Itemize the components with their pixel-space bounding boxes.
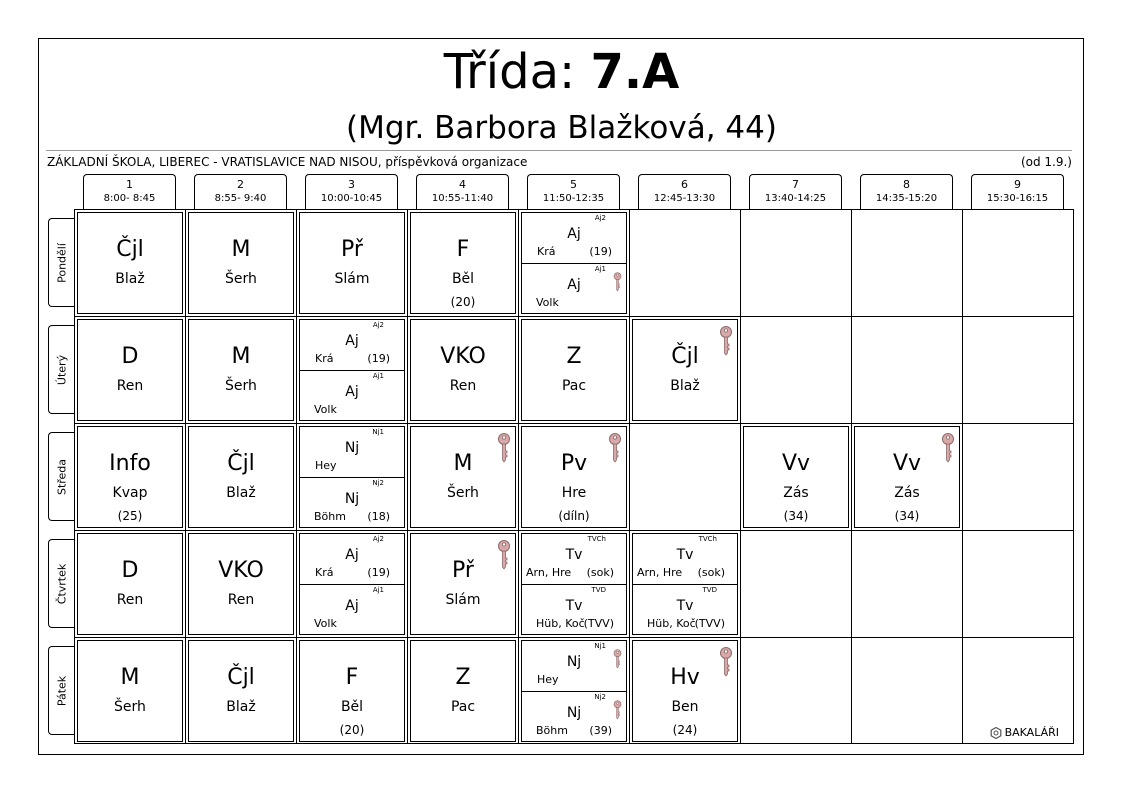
lesson-room: (díln): [558, 509, 590, 523]
lesson-card[interactable]: [77, 533, 183, 635]
day-header: [48, 646, 74, 735]
day-label: Pondělí: [55, 242, 68, 283]
timetable-cell: [962, 316, 1074, 423]
lesson-teacher: Ren: [227, 592, 255, 608]
lesson-subject: Aj: [345, 384, 359, 400]
lesson-group[interactable]: [300, 534, 404, 584]
key-icon: [613, 272, 622, 292]
period-time: 15:30-16:15: [986, 193, 1049, 204]
class-teacher: (Mgr. Barbora Blažková, 44): [346, 110, 777, 146]
group-label: Aj2: [372, 535, 384, 543]
split-lesson-card[interactable]: [521, 212, 627, 314]
period-header-5: [527, 174, 620, 209]
period-time: 8:00- 8:45: [103, 193, 156, 204]
key-icon: [497, 540, 511, 570]
lesson-subject: M: [231, 237, 251, 262]
split-lesson-card[interactable]: [299, 426, 405, 528]
timetable-cell: [851, 316, 962, 423]
lesson-subject: Nj: [344, 491, 360, 507]
key-icon: [719, 647, 733, 677]
lesson-teacher: Volk: [314, 617, 337, 630]
group-label: Aj1: [372, 586, 384, 594]
timetable-cell: [407, 316, 518, 423]
lesson-teacher: Šerh: [114, 699, 146, 715]
lesson-room: (TVV): [694, 617, 725, 630]
lesson-group[interactable]: [522, 213, 626, 263]
lesson-room: (34): [783, 509, 809, 523]
timetable-cell: [407, 637, 518, 744]
lesson-subject: D: [121, 344, 139, 369]
period-number: 5: [570, 178, 577, 191]
lesson-teacher: Šerh: [225, 378, 257, 394]
group-label: TVCh: [587, 535, 606, 543]
period-number: 4: [459, 178, 466, 191]
timetable-cell: [962, 209, 1074, 316]
timetable-cell: [74, 637, 185, 744]
lesson-subject: Čjl: [227, 665, 255, 690]
lesson-teacher: Arn, Hre: [637, 566, 683, 579]
day-header: [48, 539, 74, 628]
lesson-group[interactable]: [300, 320, 404, 370]
group-label: Aj1: [372, 372, 384, 380]
lesson-subject: VKO: [218, 558, 264, 583]
page-title: [0, 42, 1123, 102]
timetable-cell: [185, 209, 296, 316]
lesson-card[interactable]: [77, 212, 183, 314]
title-prefix: Třída:: [443, 44, 591, 100]
split-lesson-card[interactable]: [299, 533, 405, 635]
lesson-teacher: Blaž: [226, 699, 256, 715]
group-label: TVD: [591, 586, 606, 594]
timetable-cell: [518, 530, 629, 637]
period-time: 13:40-14:25: [764, 193, 827, 204]
lesson-room: (19): [367, 566, 390, 579]
timetable-grid: [74, 209, 1074, 744]
lesson-subject: Tv: [676, 598, 694, 614]
lesson-subject: Info: [109, 451, 151, 476]
lesson-subject: Vv: [781, 451, 811, 476]
lesson-teacher: Slám: [445, 592, 481, 608]
lesson-teacher: Ren: [449, 378, 477, 394]
timetable-cell: [74, 530, 185, 637]
lesson-room: (19): [367, 352, 390, 365]
timetable-cell: [296, 209, 407, 316]
lesson-card[interactable]: [188, 640, 294, 742]
bakalari-gear-icon: [990, 727, 1002, 739]
timetable-cell: [740, 637, 851, 744]
group-label: Nj1: [594, 642, 606, 650]
lesson-card[interactable]: [854, 426, 960, 528]
lesson-subject: Čjl: [671, 344, 699, 369]
lesson-teacher: Volk: [536, 296, 559, 309]
day-label: Čtvrtek: [55, 563, 68, 604]
lesson-teacher: Kvap: [112, 485, 148, 501]
lesson-teacher: Běl: [451, 271, 475, 287]
timetable-cell: [740, 530, 851, 637]
lesson-teacher: Krá: [537, 245, 556, 258]
group-label: Aj1: [594, 265, 606, 273]
bakalari-logo: [990, 726, 1059, 740]
lesson-teacher: Pac: [450, 699, 476, 715]
class-name: 7.A: [590, 44, 680, 100]
day-header: [48, 432, 74, 521]
lesson-subject: Aj: [345, 547, 359, 563]
lesson-teacher: Böhm: [536, 724, 568, 737]
lesson-subject: D: [121, 558, 139, 583]
lesson-card[interactable]: [632, 640, 738, 742]
lesson-subject: F: [345, 665, 359, 690]
timetable-cell: [185, 637, 296, 744]
lesson-teacher: Hüb, Koč: [536, 617, 585, 630]
timetable-cell: [296, 637, 407, 744]
group-label: Aj2: [594, 214, 606, 222]
timetable-cell: [518, 423, 629, 530]
lesson-teacher: Blaž: [226, 485, 256, 501]
period-number: 2: [237, 178, 244, 191]
lesson-group[interactable]: [522, 641, 626, 691]
lesson-subject: VKO: [440, 344, 486, 369]
lesson-card[interactable]: [410, 319, 516, 421]
period-header-1: [83, 174, 176, 209]
lesson-card[interactable]: [410, 533, 516, 635]
lesson-card[interactable]: [521, 319, 627, 421]
school-name: ZÁKLADNÍ ŠKOLA, LIBEREC - VRATISLAVICE NAD NISOU, příspěvková organizace: [47, 155, 528, 169]
period-header-3: [305, 174, 398, 209]
lesson-room: (20): [339, 723, 365, 737]
lesson-room: (18): [367, 510, 390, 523]
lesson-group[interactable]: [522, 534, 626, 584]
timetable-cell: [962, 530, 1074, 637]
lesson-subject: M: [231, 344, 251, 369]
lesson-subject: Nj: [566, 705, 582, 721]
period-time: 10:00-10:45: [320, 193, 383, 204]
period-number: 8: [903, 178, 910, 191]
timetable-cell: [185, 423, 296, 530]
period-time: 11:50-12:35: [542, 193, 605, 204]
lesson-teacher: Hey: [315, 459, 337, 472]
lesson-teacher: Hüb, Koč: [647, 617, 696, 630]
lesson-teacher: Hey: [537, 673, 559, 686]
lesson-card[interactable]: [299, 640, 405, 742]
lesson-teacher: Ren: [116, 378, 144, 394]
lesson-subject: Aj: [345, 333, 359, 349]
group-label: Nj2: [372, 479, 384, 487]
period-number: 7: [792, 178, 799, 191]
timetable-cell: [74, 209, 185, 316]
timetable-cell: [74, 423, 185, 530]
split-lesson-card[interactable]: [521, 640, 627, 742]
timetable-cell: [629, 637, 740, 744]
lesson-group[interactable]: [300, 477, 404, 527]
period-header-4: [416, 174, 509, 209]
lesson-card[interactable]: [521, 426, 627, 528]
lesson-room: (39): [589, 724, 612, 737]
lesson-teacher: Blaž: [115, 271, 145, 287]
lesson-teacher: Zás: [783, 485, 809, 501]
logo-text: BAKALÁŘI: [1004, 726, 1059, 739]
lesson-card[interactable]: [743, 426, 849, 528]
lesson-room: (sok): [586, 566, 614, 579]
lesson-subject: Hv: [670, 665, 700, 690]
lesson-subject: Nj: [566, 654, 582, 670]
timetable-cell: [296, 530, 407, 637]
lesson-subject: Z: [566, 344, 582, 369]
lesson-subject: Z: [455, 665, 471, 690]
lesson-teacher: Slám: [334, 271, 370, 287]
timetable-cell: [518, 316, 629, 423]
timetable-cell: [740, 316, 851, 423]
lesson-subject: F: [456, 237, 470, 262]
lesson-teacher: Böhm: [314, 510, 346, 523]
day-label: Úterý: [55, 354, 68, 385]
timetable-cell: [518, 209, 629, 316]
lesson-room: (24): [672, 723, 698, 737]
lesson-subject: Aj: [567, 277, 581, 293]
key-icon: [719, 326, 733, 356]
period-number: 1: [126, 178, 133, 191]
lesson-room: (TVV): [583, 617, 614, 630]
lesson-teacher: Volk: [314, 403, 337, 416]
day-label: Středa: [55, 458, 68, 495]
lesson-card[interactable]: [410, 640, 516, 742]
lesson-card[interactable]: [188, 319, 294, 421]
lesson-card[interactable]: [77, 426, 183, 528]
lesson-room: (34): [894, 509, 920, 523]
lesson-teacher: Blaž: [670, 378, 700, 394]
timetable-cell: [851, 423, 962, 530]
period-time: 14:35-15:20: [875, 193, 938, 204]
lesson-teacher: Zás: [894, 485, 920, 501]
timetable-cell: [407, 530, 518, 637]
lesson-teacher: Šerh: [225, 271, 257, 287]
timetable-cell: [962, 423, 1074, 530]
day-header: [48, 325, 74, 414]
timetable-cell: [518, 637, 629, 744]
lesson-subject: Aj: [567, 226, 581, 242]
lesson-card[interactable]: [410, 212, 516, 314]
lesson-subject: M: [453, 451, 473, 476]
key-icon: [608, 433, 622, 463]
lesson-group[interactable]: [300, 370, 404, 420]
lesson-card[interactable]: [77, 319, 183, 421]
timetable-cell: [629, 209, 740, 316]
period-header-7: [749, 174, 842, 209]
timetable-cell: [296, 316, 407, 423]
lesson-subject: Nj: [344, 440, 360, 456]
group-label: TVD: [702, 586, 717, 594]
group-label: Nj2: [594, 693, 606, 701]
valid-from: (od 1.9.): [1020, 155, 1072, 169]
split-lesson-card[interactable]: [299, 319, 405, 421]
lesson-subject: Čjl: [227, 451, 255, 476]
period-header-8: [860, 174, 953, 209]
group-label: TVCh: [698, 535, 717, 543]
timetable-cell: [740, 423, 851, 530]
lesson-teacher: Pac: [561, 378, 587, 394]
lesson-room: (19): [589, 245, 612, 258]
timetable-cell: [740, 209, 851, 316]
lesson-card[interactable]: [410, 426, 516, 528]
lesson-teacher: Ren: [116, 592, 144, 608]
lesson-teacher: Ben: [671, 699, 699, 715]
period-number: 3: [348, 178, 355, 191]
lesson-group[interactable]: [522, 691, 626, 741]
lesson-subject: Př: [452, 558, 474, 583]
lesson-subject: Tv: [676, 547, 694, 563]
key-icon: [613, 700, 622, 720]
timetable-cell: [74, 316, 185, 423]
lesson-room: (25): [117, 509, 143, 523]
day-label: Pátek: [55, 675, 68, 706]
timetable-cell: [851, 530, 962, 637]
lesson-teacher: Arn, Hre: [526, 566, 572, 579]
lesson-subject: Čjl: [116, 237, 144, 262]
timetable-cell: [185, 530, 296, 637]
lesson-teacher: Krá: [315, 352, 334, 365]
key-icon: [613, 649, 622, 669]
timetable-cell: [407, 423, 518, 530]
lesson-card[interactable]: [188, 533, 294, 635]
timetable-cell: [629, 423, 740, 530]
lesson-subject: Tv: [565, 547, 583, 563]
lesson-subject: Př: [341, 237, 363, 262]
group-label: Nj1: [372, 428, 384, 436]
period-number: 9: [1014, 178, 1021, 191]
period-number: 6: [681, 178, 688, 191]
lesson-room: (sok): [697, 566, 725, 579]
lesson-subject: M: [120, 665, 140, 690]
lesson-card[interactable]: [188, 426, 294, 528]
timetable-cell: [407, 209, 518, 316]
period-time: 12:45-13:30: [653, 193, 716, 204]
period-header-6: [638, 174, 731, 209]
lesson-teacher: Krá: [315, 566, 334, 579]
lesson-room: (20): [450, 295, 476, 309]
lesson-card[interactable]: [188, 212, 294, 314]
period-header-2: [194, 174, 287, 209]
lesson-group[interactable]: [633, 534, 737, 584]
timetable-cell: [629, 316, 740, 423]
timetable-cell: [851, 637, 962, 744]
timetable-cell: [629, 530, 740, 637]
lesson-card[interactable]: [77, 640, 183, 742]
key-icon: [941, 433, 955, 463]
split-lesson-card[interactable]: [521, 533, 627, 635]
timetable-cell: [185, 316, 296, 423]
day-header: [48, 218, 74, 307]
lesson-subject: Pv: [560, 451, 588, 476]
period-time: 8:55- 9:40: [214, 193, 267, 204]
timetable-cell: [851, 209, 962, 316]
header-divider: [46, 150, 1072, 151]
lesson-card[interactable]: [632, 319, 738, 421]
lesson-teacher: Běl: [340, 699, 364, 715]
lesson-teacher: Šerh: [447, 485, 479, 501]
group-label: Aj2: [372, 321, 384, 329]
lesson-group[interactable]: [522, 263, 626, 313]
lesson-group[interactable]: [522, 584, 626, 634]
period-time: 10:55-11:40: [431, 193, 494, 204]
lesson-subject: Vv: [892, 451, 922, 476]
lesson-subject: Tv: [565, 598, 583, 614]
lesson-subject: Aj: [345, 598, 359, 614]
timetable-cell: [296, 423, 407, 530]
split-lesson-card[interactable]: [632, 533, 738, 635]
lesson-group[interactable]: [300, 584, 404, 634]
lesson-group[interactable]: [300, 427, 404, 477]
period-header-9: [971, 174, 1064, 209]
lesson-group[interactable]: [633, 584, 737, 634]
lesson-teacher: Hre: [561, 485, 587, 501]
key-icon: [497, 433, 511, 463]
lesson-card[interactable]: [299, 212, 405, 314]
